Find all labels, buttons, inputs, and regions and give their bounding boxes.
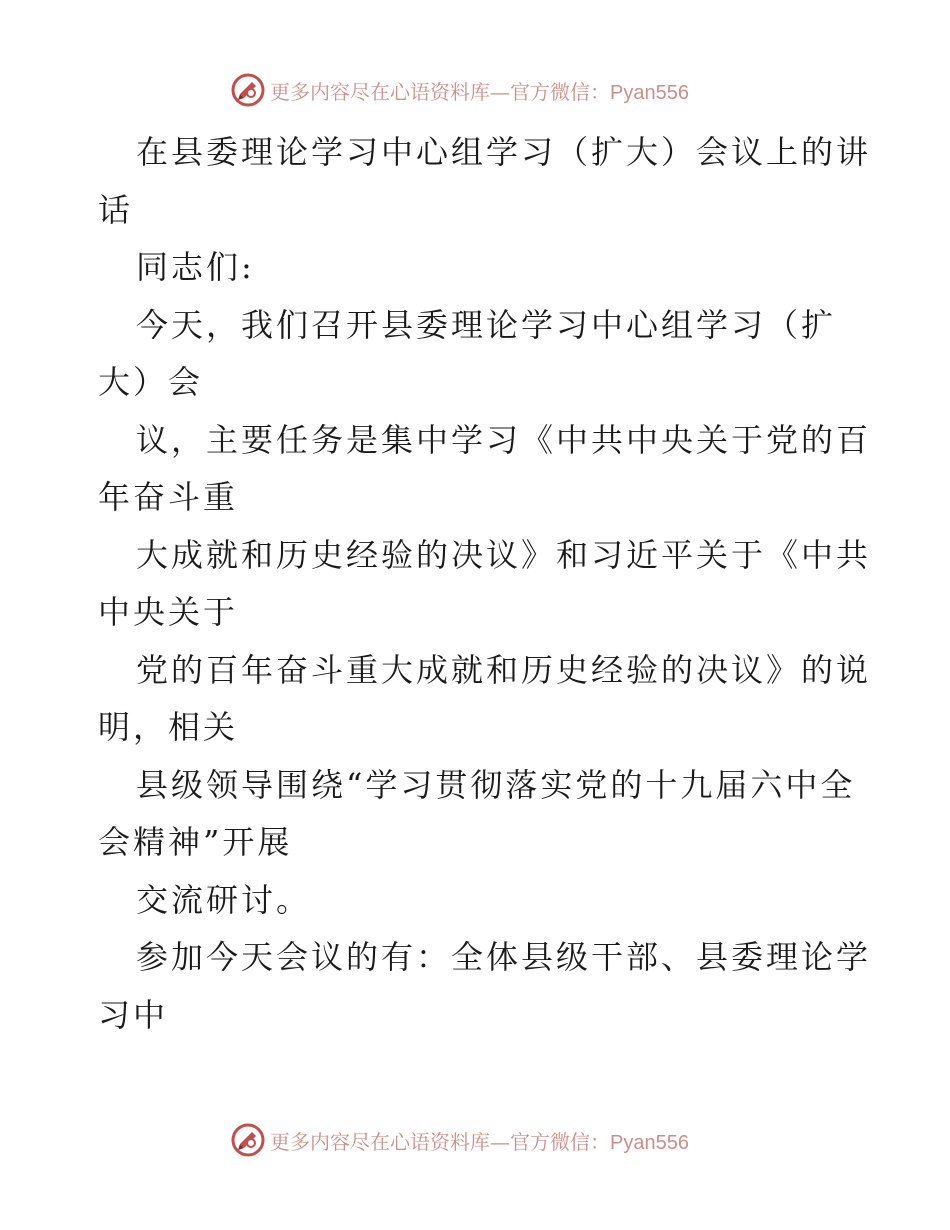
- banner-wechat-id: Pyan556: [610, 1131, 689, 1154]
- text-line: 会精神”开展: [98, 823, 293, 861]
- banner-wechat-id: Pyan556: [610, 81, 689, 104]
- text-line: 大成就和历史经验的决议》和习近平关于《中共: [136, 535, 872, 574]
- header-banner: [230, 70, 689, 110]
- text-line: 年奋斗重: [98, 478, 239, 516]
- text-line: 习中: [98, 995, 169, 1034]
- text-line: 议，主要任务是集中学习《中共中央关于党的百: [136, 420, 872, 459]
- footer-banner: [230, 1120, 689, 1160]
- text-line: 今天，我们召开县委理论学习中心组学习（扩: [136, 305, 837, 344]
- text-line: 县级领导围绕“学习贯彻落实党的十九届六中全: [136, 765, 856, 804]
- text-line: 同志们:: [136, 248, 255, 286]
- text-line: 大）会: [98, 363, 204, 401]
- text-line: 交流研讨。: [136, 880, 312, 919]
- banner-text: 更多内容尽在心语资料库—官方微信：: [270, 79, 610, 104]
- text-line: 话: [98, 190, 134, 229]
- text-line: 在县委理论学习中心组学习（扩大）会议上的讲: [136, 133, 872, 171]
- text-line: 中央关于: [98, 593, 239, 631]
- speech-body: [98, 124, 872, 1044]
- text-line: 参加今天会议的有：全体县级干部、县委理论学: [136, 938, 872, 976]
- pen-logo-icon: [230, 1122, 266, 1158]
- text-line: 明，相关: [98, 708, 239, 746]
- pen-logo-icon: [230, 72, 266, 108]
- text-line: 党的百年奋斗重大成就和历史经验的决议》的说: [136, 650, 872, 689]
- banner-text: 更多内容尽在心语资料库—官方微信：: [270, 1129, 610, 1154]
